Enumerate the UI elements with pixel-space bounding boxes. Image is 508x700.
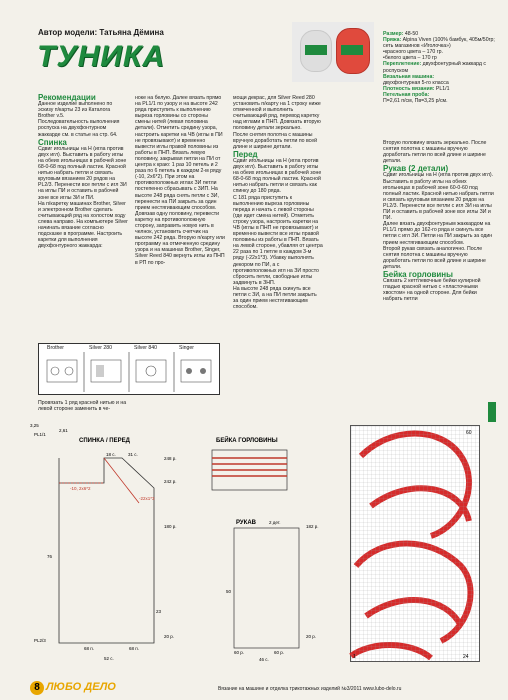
col2-text: ноке на белую. Далее вязать прямо на PL1/1 по узору и на высоте 242 ряда приступить к выполнению выреза горловины со стороны смены нитей (левая половина детали). Отметить средину узора, настроить каретки на ЧВ (иглы в ПИ не провязывают) и временно вывести иглы правой половины из работы в ПНП. Вязать левую половину, закрывая петли на ПИ от центра к краю: 1 раз 10 петель и 2 раза по 6 петель в каждом 2-м ряду (-10, 2х6*2). При этом на противоположных иглах ЗИ петли постепенно сбрасывать с 3ИП. На высоте 248 ряда снять петли с ЗИ, перенести на ПИ закрыть за один прием нестягивающим способом. <box>135 95 223 211</box>
white-yarn-value: •белого цвета – 170 гр <box>383 55 437 62</box>
garment-schematic <box>30 423 344 668</box>
c46-label: 46 с. <box>259 657 269 662</box>
front-heading: Перед <box>233 149 258 159</box>
yarn-value: Alpina Viven (100% бамбук, 405м/50гр; сеть магазинов «Иголочка») <box>383 37 495 50</box>
red-yarn-ball <box>336 28 370 74</box>
yarn-label-icon <box>341 45 363 55</box>
r242-label: 242 р. <box>164 479 177 484</box>
rec-text: Данное изделие выполнено по эскизу п/карты 23 из Каталога Brother v.5. <box>38 101 113 120</box>
col4-text: Вторую половину вязать зеркально. После снятия полотна с машины вручную доработать петли по всей длине и ширине детали. <box>383 140 487 165</box>
c50-label: 50 <box>226 589 232 594</box>
r248-label: 248 р. <box>164 456 177 461</box>
red-yarn-value: •красного цвета – 170 гр. <box>383 49 443 56</box>
side-marker <box>488 402 496 422</box>
neckband-label: БЕЙКА ГОРЛОВИНЫ <box>216 438 278 444</box>
sample-value: П=2,61 п/см, Пв=3,25 р/см. <box>383 98 448 105</box>
sleeve-text-3: Второй рукав связать аналогично. После снятия полотна с машины вручную доработать петли по всей длине и ширине детали. <box>383 245 486 270</box>
column-3 <box>233 95 323 310</box>
v325-label: 3,25 <box>30 423 39 428</box>
brand-logo: ЛЮБО ДЕЛО <box>46 681 116 693</box>
decrease-1: -10, 2х6*2 <box>70 486 91 491</box>
tab-brother: Brother <box>47 345 65 351</box>
back-front-label: СПИНКА / ПЕРЕД <box>79 438 130 444</box>
sleeve-sub: 2 дет. <box>269 520 281 525</box>
machine-value: двухфонтурная 5-го класса <box>383 79 449 86</box>
front-text-3: На высоте 248 ряда скинуть все петли с ЗИ, а на ПИ петли закрыть за один прием нестягивающим способом. <box>233 285 317 311</box>
c68b-label: 68 п. <box>129 646 139 651</box>
after-table-text: Провязать 1 ряд красной нитью и на левой стороне заменить в че- <box>38 400 127 413</box>
v261-label: 2,61 <box>59 428 68 433</box>
decrease-2: -22х1*3 <box>139 496 155 501</box>
neckband-heading: Бейка горловины <box>383 269 453 279</box>
jacquard-pattern <box>351 426 479 661</box>
sample-label: Петельная проба: <box>383 91 430 98</box>
yarn-photo <box>292 22 374 82</box>
tab-singer: Singer <box>179 345 194 351</box>
chart-label-60: 60 <box>466 430 472 436</box>
c68a-label: 68 п. <box>84 646 94 651</box>
sleeve-text: Сдвиг игольницы на Н (игла против двух игл). Выставить в работу иглы на обеих игольницах в рабочей зоне 60-0-60 под полный ластик. Красной нитью набрать петли и связать круговым вязанием 20 рядов на PL2/3. Перенести все петли с игл ЗИ на иглы ПИ и оставить в рабочей зоне все иглы ЗИ и ПИ. <box>383 172 494 222</box>
r20b-label: 20 р. <box>306 634 317 639</box>
jacquard-chart <box>350 425 480 662</box>
front-text-2: С 181 ряда приступить к выполнению выреза горловины переда и начать с левой стороны (где идет смена нитей). Отметить строку узора, настроить каретки на ЧВ (иглы в ПНП не провязывают) и временно вывести все иглы правой половины из работы в ПНП. Вязать на левой стороне, убавляя от центра 22 раза по 1 петле в каждом 3-м ряду (-22х1*3). Убавку выполнять декором по ПИ, а с противоположных игл на ЗИ просто сбросить петли, свободные иглы задвинуть в ЗНП. <box>233 194 323 286</box>
c31-label: 31 с. <box>128 452 138 457</box>
c18-label: 18 с. <box>106 452 116 457</box>
r180-label: 180 р. <box>164 524 177 529</box>
c23-label: 23 <box>156 609 162 614</box>
neckband-text: Связать 2 кеттлевочные бейки кулирной гладью красной нитью с «пласточными хвостом» на одной стороне. Для бейки набрать петли <box>383 278 481 303</box>
pl23-label: PL2/3 <box>34 638 46 643</box>
col3-text-2: После снятия полотна с машины вручную доработать петли по всей длине и ширине детали. <box>233 131 318 150</box>
pl11-label: PL1/1 <box>34 432 46 437</box>
size-value: 48-50 <box>404 31 419 37</box>
sleeve-text-2: Далее вязать двухфонтурным жаккардом на PL1/1 прямо до 162-го ряда и скинуть все петли с игл ЗИ. Петли на ПИ закрыть за один прием нестягивающим способом. <box>383 221 493 246</box>
r20a-label: 20 р. <box>164 634 175 639</box>
r182-label: 182 р. <box>306 524 319 529</box>
col3-text: мощи декраc, для Silver Reed 280 установить п/карту на 1 строку ниже отмеченной и выполнить считывающий ряд, перевод каретку над иглами в ПНП. Довязать вторую половину детали зеркально. <box>233 95 321 132</box>
sleeve-label: РУКАВ <box>236 520 256 526</box>
density-value: PL1/1 <box>435 85 450 92</box>
carriage-settings-table <box>38 343 220 395</box>
chart-label-24: 24 <box>463 654 469 660</box>
page-title: ТУНИКА <box>37 40 165 73</box>
c60a-label: 60 р. <box>234 650 245 655</box>
weave-value: двухфонтурный жаккард с роспуском <box>383 61 486 74</box>
column-4 <box>383 140 495 302</box>
column-1 <box>38 95 128 249</box>
c60b-label: 60 р. <box>274 650 285 655</box>
machine-label: Вязальная машина: <box>383 73 435 80</box>
density-label: Плотность вязания: <box>383 85 435 92</box>
yarn-label: Пряжа: <box>383 37 402 44</box>
footer-line: Вязание на машине и отделка трикотажных изделий №3/2011 www.lubo-delo.ru <box>218 686 402 692</box>
carriage-dials-diagram <box>39 352 219 392</box>
rec-heading: Рекомендации <box>38 93 96 102</box>
tab-silver-840: Silver 840 <box>134 345 158 351</box>
column-2 <box>135 95 225 266</box>
back-text: Сдвиг игольницы на Н (игла против двух игл). Выставить в работу иглы на обеих игольницах в рабочей зоне 68-0-68 под полный ластик. Красной нитью набрать петли и связать круговым вязанием 20 рядов на PL2/3. Перенести все петли с игл ЗИ на иглы ПИ и оставить в рабочей зоне все иглы ЗИ и ПИ. <box>38 145 127 201</box>
size-label: Размер: <box>383 31 404 37</box>
weave-label: Переплетение: <box>383 61 422 68</box>
back-heading: Спинка <box>38 137 67 147</box>
author-line: Автор модели: Татьяна Дёмина <box>38 28 164 37</box>
specs-panel <box>383 31 498 104</box>
yarn-label-icon <box>305 45 327 55</box>
c52-label: 52 с. <box>104 656 114 661</box>
carriage-text: На п/каретку машинах Brother, Silver и электронном Brother сделать считывающий ряд на холостом ходу слева направо. На компьютере Silver начинать вязание согласно подсказке в программе. Настроить каретки для выполнения двухфонтурного жаккарда: <box>38 200 128 250</box>
white-yarn-ball <box>300 30 332 72</box>
sequence-text: Последовательность выполнения роспуска на двухфонтурном жаккарде см. в статье на стр. 64. <box>38 119 120 138</box>
c76-label: 76 <box>47 554 53 559</box>
tab-silver-280: Silver 280 <box>89 345 113 351</box>
chart-label-1: 1 <box>353 654 356 660</box>
col2-text-2: Довязав одну половину, перевести каретку на противоположную сторону, заправить новую нить в челнок, установить счетчик на высоте 242 ряда. Вторую п/карту или программу на отмеченную средину узора и на машинах Brother, Singer, Silver Reed 840 вернуть иглы из ПНП в РП по про- <box>135 210 225 266</box>
page-number: 8 <box>30 681 44 695</box>
front-text: Сдвиг игольницы на Н (игла против двух игл). Выставить в работу иглы на обеих игольницах в рабочей зоне 68-0-68 под полный ластик. Красной нитью набрать петли и связать как спинку до 180 ряда. <box>233 157 322 195</box>
sleeve-heading: Рукав (2 детали) <box>383 164 449 174</box>
